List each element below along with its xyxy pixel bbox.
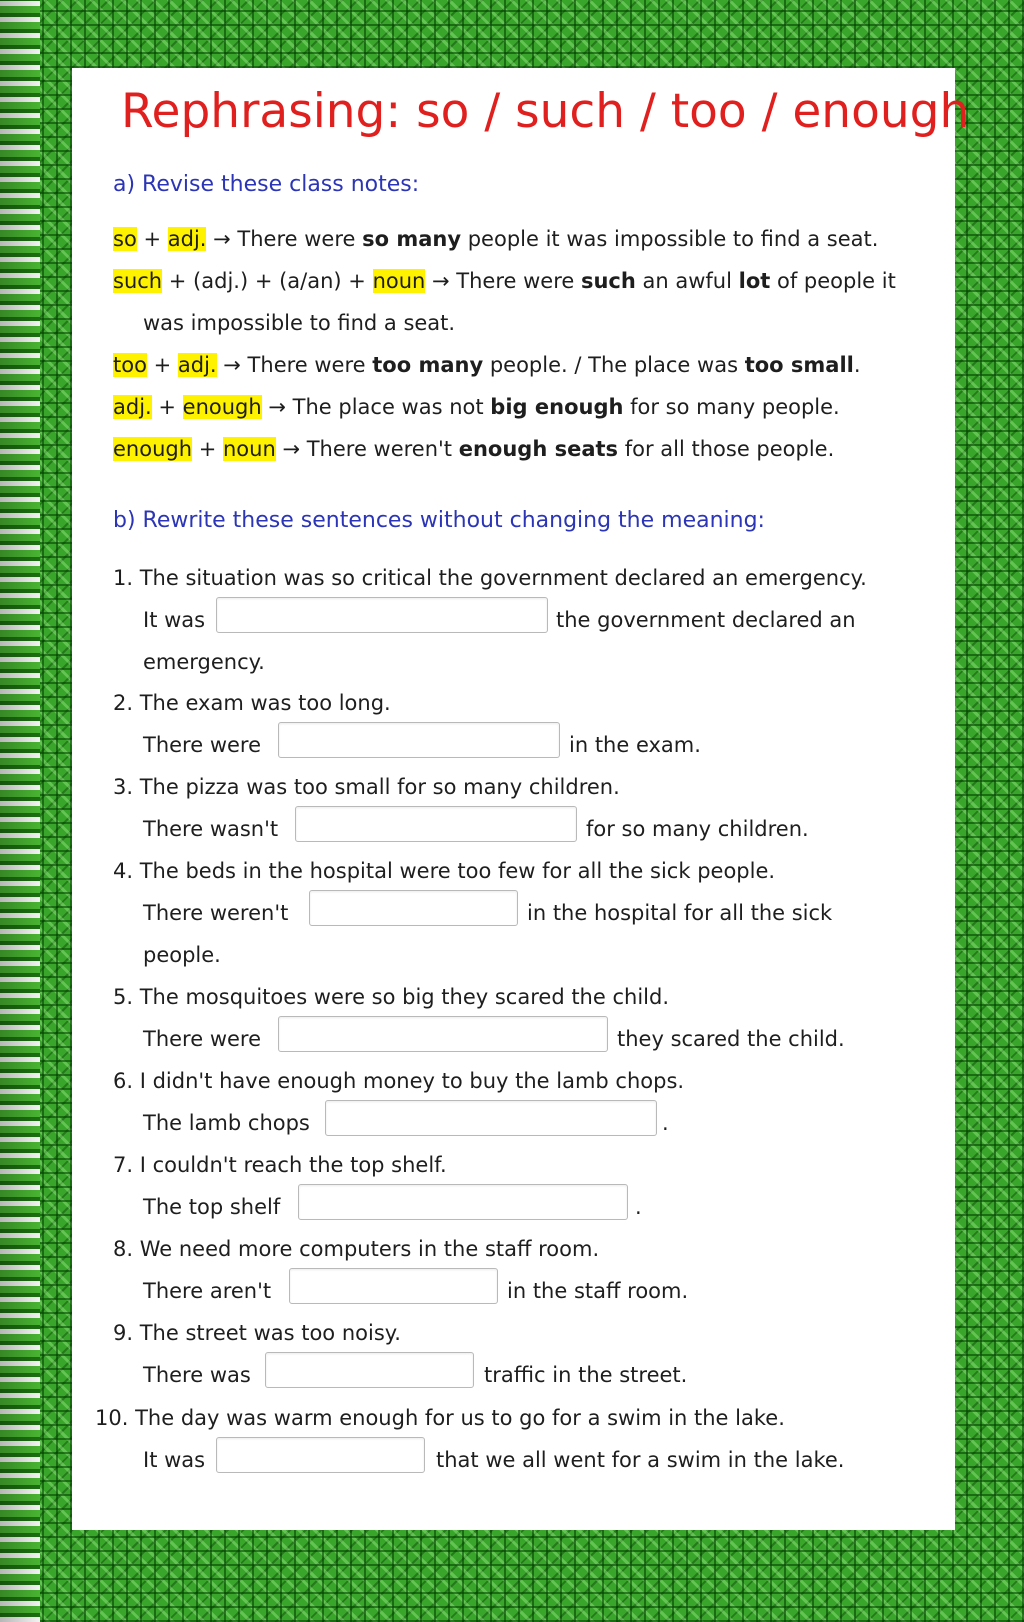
note-adj-enough: adj. + enough → The place was not big enough for so many people. (113, 395, 840, 419)
exercise-8-prefix: There aren't (143, 1279, 272, 1303)
exercise-1-answer-box[interactable] (216, 597, 548, 633)
exercise-2-answer-box[interactable] (278, 722, 560, 758)
exercise-1-suffix: the government declared an (556, 608, 856, 632)
exercise-2-prefix: There were (143, 733, 262, 757)
exercise-6-sentence: 6. I didn't have enough money to buy the lamb chops. (113, 1069, 685, 1093)
exercise-6-answer-box[interactable] (325, 1100, 657, 1136)
exercise-2-suffix: in the exam. (569, 733, 701, 757)
exercise-8-suffix: in the staff room. (507, 1279, 689, 1303)
exercise-6-suffix: . (662, 1111, 669, 1135)
exercise-9-sentence: 9. The street was too noisy. (113, 1321, 401, 1345)
exercise-10-suffix: that we all went for a swim in the lake. (436, 1448, 845, 1472)
note-too: too + adj. → There were too many people. / The place was too small. (113, 353, 861, 377)
exercise-4-prefix: There weren't (143, 901, 289, 925)
binding-strip (0, 0, 40, 1622)
exercise-1-sentence: 1. The situation was so critical the government declared an emergency. (113, 566, 867, 590)
exercise-1-prefix: It was (143, 608, 206, 632)
note-enough-noun: enough + noun → There weren't enough seats for all those people. (113, 437, 835, 461)
exercise-7-suffix: . (635, 1195, 642, 1219)
note-so: so + adj. → There were so many people it was impossible to find a seat. (113, 227, 879, 251)
exercise-4-continued: people. (143, 943, 221, 967)
note-such-continued: was impossible to find a seat. (143, 311, 456, 335)
exercise-4-suffix: in the hospital for all the sick (527, 901, 833, 925)
exercise-5-answer-box[interactable] (278, 1016, 608, 1052)
exercise-6-prefix: The lamb chops (143, 1111, 310, 1135)
exercise-7-answer-box[interactable] (298, 1184, 628, 1220)
exercise-5-sentence: 5. The mosquitoes were so big they scared the child. (113, 985, 669, 1009)
exercise-8-sentence: 8. We need more computers in the staff room. (113, 1237, 600, 1261)
exercise-4-answer-box[interactable] (309, 890, 518, 926)
exercise-3-prefix: There wasn't (143, 817, 279, 841)
exercise-9-prefix: There was (143, 1363, 251, 1387)
exercise-3-answer-box[interactable] (295, 806, 577, 842)
exercise-8-answer-box[interactable] (289, 1268, 498, 1304)
section-a-heading: a) Revise these class notes: (113, 172, 420, 197)
exercise-9-answer-box[interactable] (265, 1352, 474, 1388)
exercise-3-sentence: 3. The pizza was too small for so many children. (113, 775, 620, 799)
exercise-5-suffix: they scared the child. (617, 1027, 845, 1051)
note-such: such + (adj.) + (a/an) + noun → There were such an awful lot of people it (113, 269, 896, 293)
exercise-10-sentence: 10. The day was warm enough for us to go for a swim in the lake. (95, 1406, 785, 1430)
exercise-2-sentence: 2. The exam was too long. (113, 691, 391, 715)
exercise-9-suffix: traffic in the street. (484, 1363, 688, 1387)
exercise-7-prefix: The top shelf (143, 1195, 281, 1219)
exercise-1-continued: emergency. (143, 650, 265, 674)
exercise-4-sentence: 4. The beds in the hospital were too few for all the sick people. (113, 859, 776, 883)
exercise-5-prefix: There were (143, 1027, 262, 1051)
page-title: Rephrasing: so / such / too / enough (121, 84, 970, 139)
exercise-10-prefix: It was (143, 1448, 206, 1472)
section-b-heading: b) Rewrite these sentences without changing the meaning: (113, 508, 765, 533)
exercise-3-suffix: for so many children. (586, 817, 809, 841)
exercise-10-answer-box[interactable] (216, 1437, 425, 1473)
exercise-7-sentence: 7. I couldn't reach the top shelf. (113, 1153, 447, 1177)
